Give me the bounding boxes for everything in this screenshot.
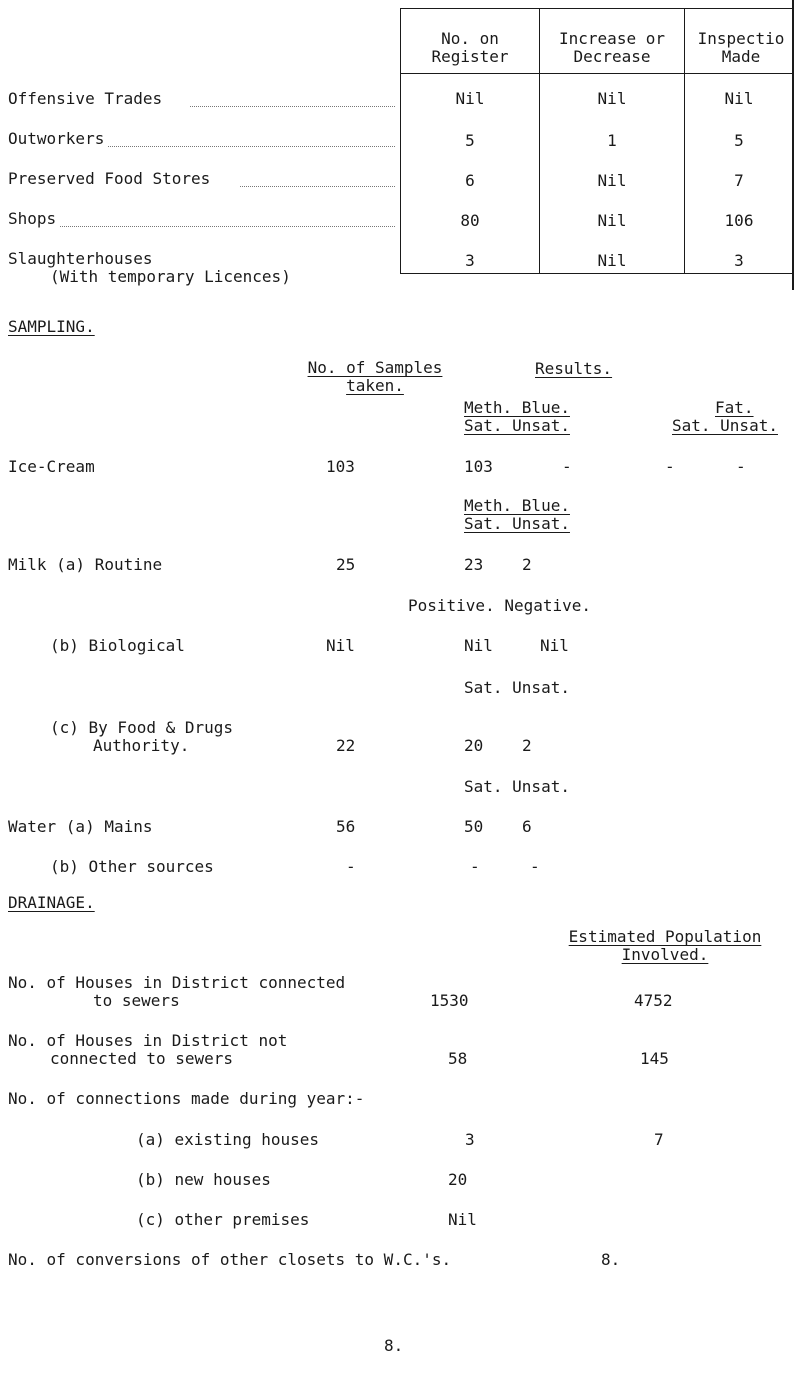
icecream-label: Ice-Cream: [8, 457, 95, 476]
col-samples-header: No. of Samples taken.: [307, 358, 443, 395]
row-label-preserved-food-stores: Preserved Food Stores: [8, 169, 211, 188]
new-houses-count: 20: [448, 1170, 468, 1189]
existing-houses-label: (a) existing houses: [136, 1130, 320, 1149]
milk-routine-sat: 23: [464, 555, 484, 574]
cell-register: Nil: [455, 89, 485, 108]
icecream-mb-sat: 103: [464, 457, 493, 476]
milk-fda-taken: 22: [336, 736, 356, 755]
new-houses-label: (b) new houses: [136, 1170, 271, 1189]
milk-bio-label: (b) Biological: [50, 636, 185, 655]
connected-label-2: to sewers: [93, 991, 180, 1010]
cell-change: Nil: [597, 89, 627, 108]
cell-change: 1: [607, 131, 617, 150]
cell-inspections: 106: [724, 211, 754, 230]
not-connected-population: 145: [640, 1049, 669, 1068]
milk-fda-head: Sat. Unsat.: [464, 678, 570, 697]
population-header: Estimated Population Involved.: [568, 927, 762, 964]
water-mains-head: Sat. Unsat.: [464, 777, 570, 796]
header-inspections: Inspectio Made: [697, 29, 785, 66]
water-mains-label: Water (a) Mains: [8, 817, 153, 836]
water-mains-unsat: 6: [522, 817, 532, 836]
other-premises-count: Nil: [448, 1210, 477, 1229]
milk-bio-negative: Nil: [540, 636, 569, 655]
cell-inspections: 7: [734, 171, 744, 190]
cell-register: 6: [465, 171, 475, 190]
conversions-count: 8.: [601, 1250, 621, 1269]
connected-count: 1530: [430, 991, 469, 1010]
water-other-taken: -: [346, 857, 356, 876]
water-mains-taken: 56: [336, 817, 356, 836]
milk-fda-label-1: (c) By Food & Drugs: [50, 718, 234, 737]
icecream-mb-sub: Sat. Unsat.: [464, 416, 570, 435]
row-label-slaughterhouses: Slaughterhouses: [8, 249, 153, 268]
icecream-fat-head: Fat.: [715, 398, 754, 417]
cell-change: Nil: [597, 171, 627, 190]
cell-inspections: 3: [734, 251, 744, 270]
drainage-heading: DRAINAGE.: [8, 893, 95, 912]
icecream-mb-unsat: -: [562, 457, 572, 476]
page-number: 8.: [384, 1336, 404, 1355]
milk-fda-unsat: 2: [522, 736, 532, 755]
milk-routine-label: Milk (a) Routine: [8, 555, 163, 574]
cell-register: 5: [465, 131, 475, 150]
icecream-fat-sat: -: [665, 457, 675, 476]
sampling-heading: SAMPLING.: [8, 317, 95, 336]
row-label-shops: Shops: [8, 209, 57, 228]
not-connected-label-1: No. of Houses in District not: [8, 1031, 288, 1050]
cell-inspections: Nil: [724, 89, 754, 108]
existing-houses-count: 3: [465, 1130, 475, 1149]
milk-bio-positive: Nil: [464, 636, 493, 655]
header-increase-decrease: Increase or Decrease: [559, 29, 665, 66]
milk-fda-sat: 20: [464, 736, 484, 755]
water-other-label: (b) Other sources: [50, 857, 214, 876]
icecream-fat-sub: Sat. Unsat.: [672, 416, 778, 435]
icecream-fat-unsat: -: [736, 457, 746, 476]
col-results-header: Results.: [535, 359, 613, 378]
milk-routine-head: Meth. Blue.: [464, 496, 570, 515]
milk-bio-taken: Nil: [326, 636, 355, 655]
connected-label-1: No. of Houses in District connected: [8, 973, 346, 992]
existing-houses-population: 7: [654, 1130, 664, 1149]
icecream-mb-head: Meth. Blue.: [464, 398, 570, 417]
not-connected-label-2: connected to sewers: [50, 1049, 234, 1068]
header-register: No. on Register: [431, 29, 509, 66]
row-sublabel-slaughterhouses: (With temporary Licences): [50, 267, 291, 286]
milk-routine-sub: Sat. Unsat.: [464, 514, 570, 533]
cell-change: Nil: [597, 251, 627, 270]
row-label-outworkers: Outworkers: [8, 129, 105, 148]
milk-routine-taken: 25: [336, 555, 356, 574]
conversions-label: No. of conversions of other closets to W.C.'s.: [8, 1250, 452, 1269]
milk-routine-unsat: 2: [522, 555, 532, 574]
water-other-sat: -: [470, 857, 480, 876]
water-other-unsat: -: [530, 857, 540, 876]
row-label-offensive-trades: Offensive Trades: [8, 89, 163, 108]
cell-register: 80: [460, 211, 480, 230]
cell-inspections: 5: [734, 131, 744, 150]
water-mains-sat: 50: [464, 817, 484, 836]
connections-label: No. of connections made during year:-: [8, 1089, 365, 1108]
connected-population: 4752: [634, 991, 673, 1010]
milk-bio-head: Positive. Negative.: [408, 596, 592, 615]
cell-change: Nil: [597, 211, 627, 230]
other-premises-label: (c) other premises: [136, 1210, 310, 1229]
milk-fda-label-2: Authority.: [93, 736, 190, 755]
not-connected-count: 58: [448, 1049, 468, 1068]
icecream-taken: 103: [326, 457, 355, 476]
cell-register: 3: [465, 251, 475, 270]
